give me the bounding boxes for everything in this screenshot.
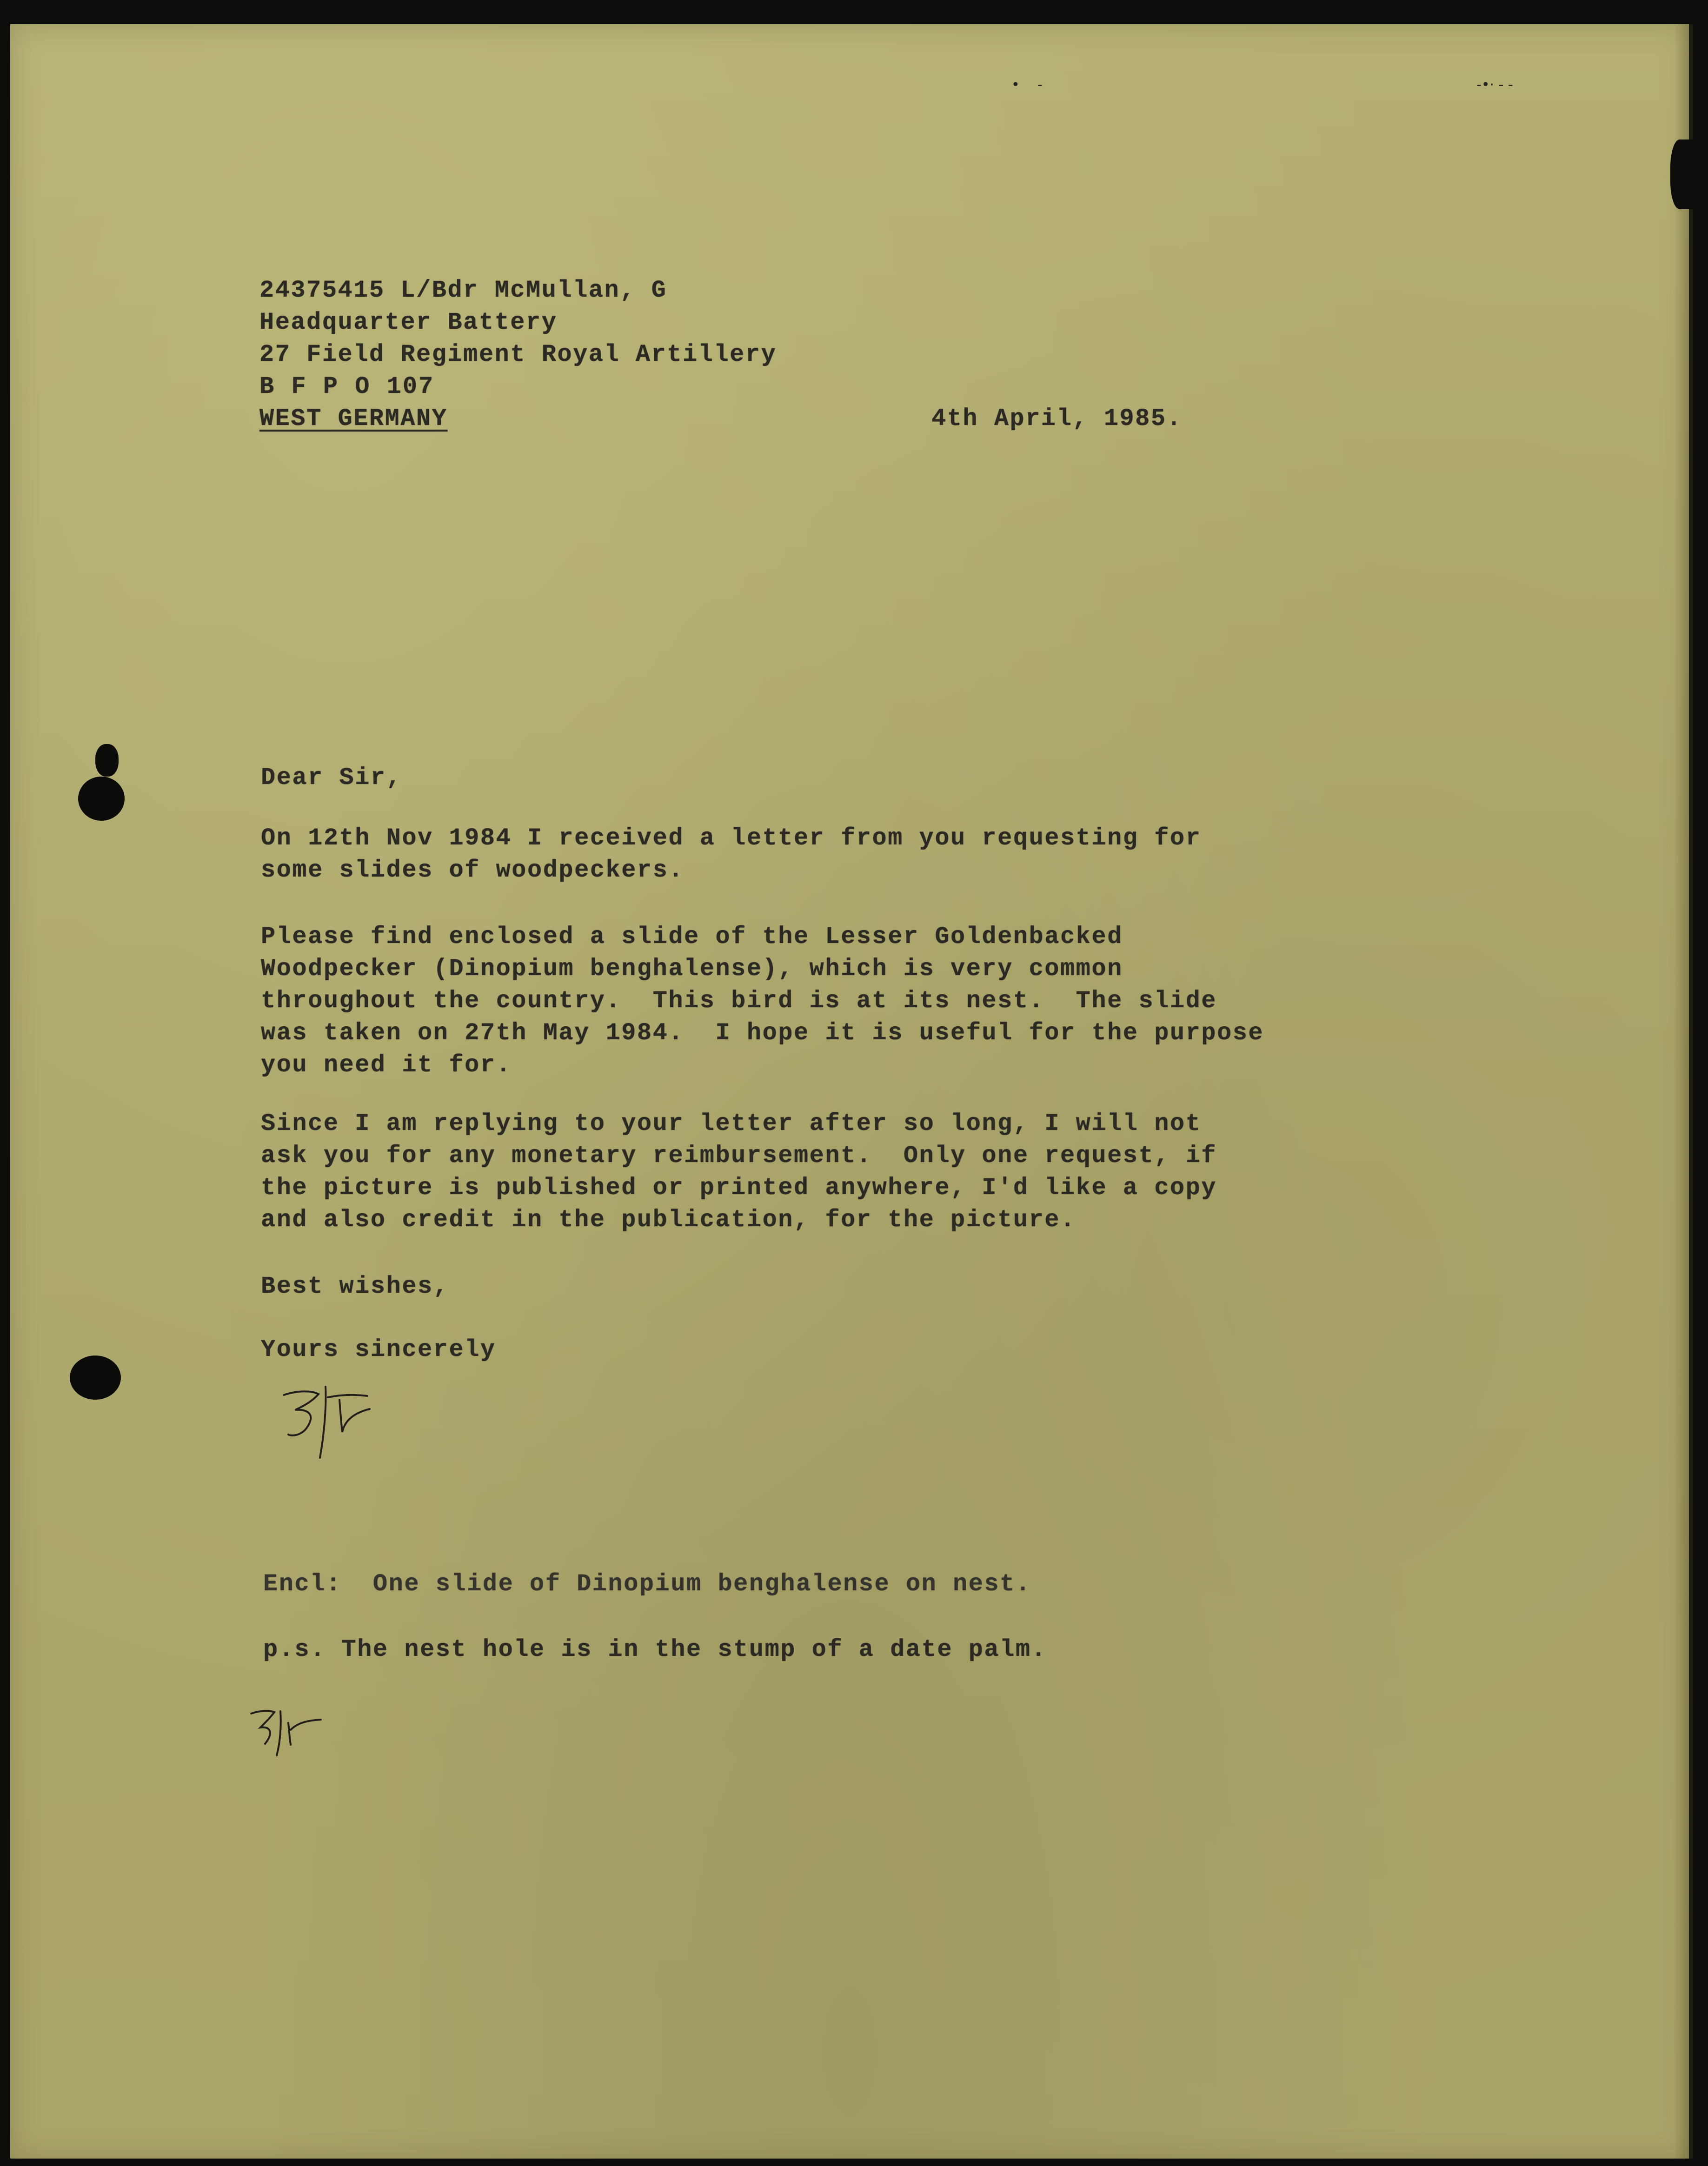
paper-tear (1670, 140, 1694, 209)
handwritten-signature (274, 1376, 377, 1460)
address-line: 27 Field Regiment Royal Artillery (259, 341, 777, 368)
paragraph-line: Woodpecker (Dinopium benghalense), which is very common (261, 955, 1123, 983)
paragraph-line: ask you for any monetary reimbursement. Only one request, if (261, 1142, 1217, 1169)
paragraph-line: Please find enclosed a slide of the Lesser Goldenbacked (261, 923, 1123, 950)
paragraph-line: throughout the country. This bird is at its nest. The slide (261, 987, 1217, 1015)
paper-edge-shadow (1674, 24, 1693, 2159)
paper-speck: -•· - - (1476, 77, 1513, 93)
postscript-note: p.s. The nest hole is in the stump of a date palm. (263, 1636, 1047, 1663)
paragraph-line: On 12th Nov 1984 I received a letter from you requesting for (261, 824, 1202, 852)
paragraph-line: some slides of woodpeckers. (261, 857, 685, 884)
address-line: Headquarter Battery (259, 309, 558, 336)
address-line: B F P O 107 (259, 373, 435, 400)
paragraph-request (261, 822, 1201, 886)
letter-date: 4th April, 1985. (931, 405, 1183, 432)
punch-hole-smudge (95, 744, 119, 777)
paragraph-line: Since I am replying to your letter after so long, I will not (261, 1110, 1202, 1137)
paragraph-request-credit (261, 1108, 1217, 1236)
enclosure-note: Encl: One slide of Dinopium benghalense on nest. (263, 1570, 1031, 1598)
paragraph-line: was taken on 27th May 1984. I hope it is useful for the purpose (261, 1019, 1264, 1047)
punch-hole-bottom (70, 1355, 121, 1400)
paragraph-line: you need it for. (261, 1051, 512, 1079)
paragraph-line: the picture is published or printed anywhere, I'd like a copy (261, 1174, 1217, 1202)
address-country: WEST GERMANY (259, 405, 448, 432)
salutation: Dear Sir, (261, 764, 402, 791)
handwritten-initials (244, 1702, 328, 1758)
paragraph-line: and also credit in the publication, for the picture. (261, 1206, 1076, 1234)
punch-hole-top (78, 777, 125, 821)
closing-yours-sincerely: Yours sincerely (261, 1336, 496, 1363)
address-line: 24375415 L/Bdr McMullan, G (259, 277, 667, 304)
sender-address (259, 274, 777, 435)
closing-best-wishes: Best wishes, (261, 1273, 449, 1300)
paper-speck: • - (1011, 77, 1043, 93)
paragraph-slide (261, 921, 1264, 1081)
